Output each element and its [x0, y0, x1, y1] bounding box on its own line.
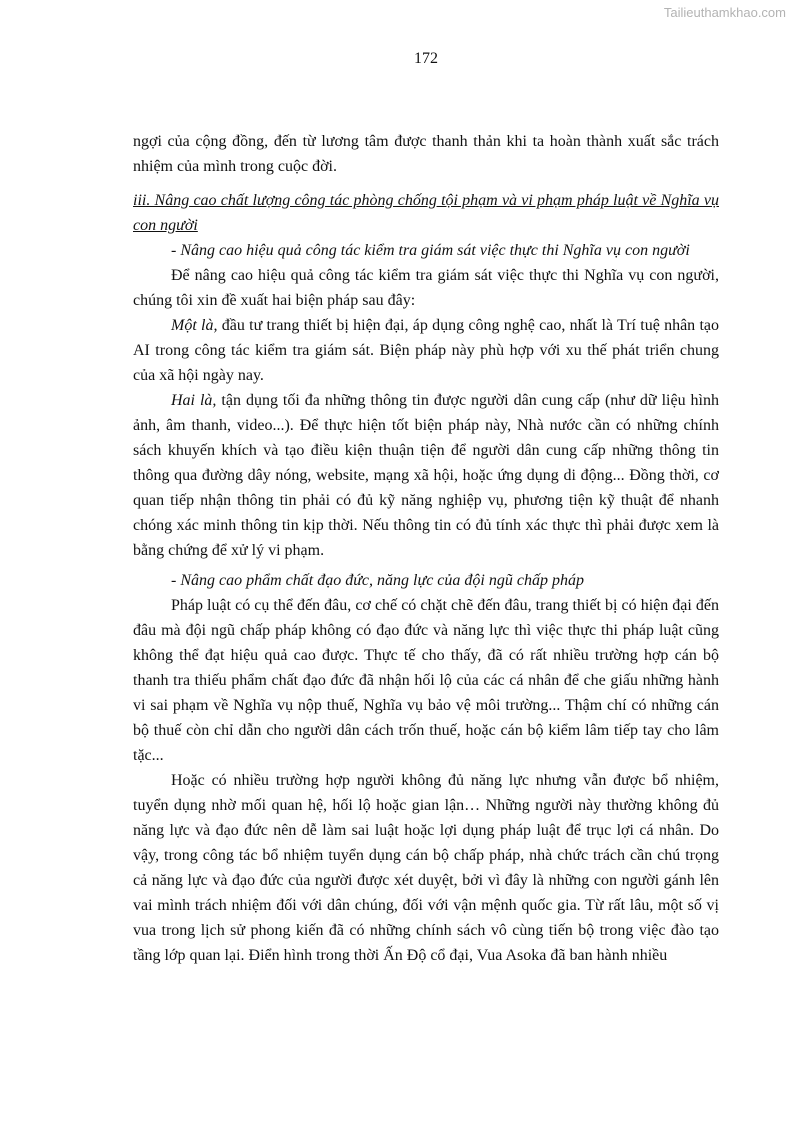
- paragraph-continuation: ngợi của cộng đồng, đến từ lương tâm được thanh thản khi ta hoàn thành xuất sắc trách nhiệm của mình trong cuộc đời.: [133, 133, 719, 175]
- measure-two-text: tận dụng tối đa những thông tin được người dân cung cấp (như dữ liệu hình ảnh, âm thanh, video...). Để thực hiện tốt biện pháp này, Nhà nước cần có những chính sách khuyến khích và tạo điều kiện thuận tiện để người dân cung cấp những thông tin thông qua đường dây nóng, website, mạng xã hội, hoặc ứng dụng di động... Đồng thời, cơ quan tiếp nhận thông tin phải có đủ kỹ năng nghiệp vụ, phương tiện kỹ thuật để nhanh chóng xác minh thông tin kịp thời. Nếu thông tin có đủ tính xác thực thì phải được xem là bằng chứng để xử lý vi phạm.: [133, 392, 720, 559]
- subheading-inspection: - Nâng cao hiệu quả công tác kiểm tra giám sát việc thực thi Nghĩa vụ con người: [171, 242, 690, 259]
- paragraph-measure-two: [133, 388, 719, 563]
- measure-two-lead: Hai là,: [171, 392, 217, 409]
- measure-one-lead: Một là,: [171, 317, 218, 334]
- document-body: [133, 129, 719, 968]
- paragraph-ethics-2: Hoặc có nhiều trường hợp người không đủ năng lực nhưng vẫn được bổ nhiệm, tuyển dụng nhờ mối quan hệ, hối lộ hoặc gian lận… Những người này thường không đủ năng lực và đạo đức nên dễ làm sai luật hoặc lợi dụng pháp luật để trục lợi cá nhân. Do vậy, trong công tác bổ nhiệm tuyển dụng cán bộ chấp pháp, nhà chức trách cần chú trọng cả năng lực và đạo đức của người được xét duyệt, bởi vì đây là những con người gánh lên vai mình trách nhiệm đối với dân chúng, đối với vận mệnh quốc gia. Từ rất lâu, một số vị vua trong lịch sử phong kiến đã có những chính sách vô cùng tiến bộ trong việc đào tạo tầng lớp quan lại. Điển hình trong thời Ấn Độ cổ đại, Vua Asoka đã ban hành nhiều: [133, 772, 719, 964]
- paragraph-measure-one: [133, 313, 719, 388]
- measure-one-text: đầu tư trang thiết bị hiện đại, áp dụng công nghệ cao, nhất là Trí tuệ nhân tạo AI trong công tác kiểm tra giám sát. Biện pháp này phù hợp với xu thế phát triển chung của xã hội ngày nay.: [133, 317, 720, 384]
- page-number: 172: [414, 50, 438, 67]
- paragraph-intro: Để nâng cao hiệu quả công tác kiểm tra giám sát việc thực thi Nghĩa vụ con người, chúng tôi xin đề xuất hai biện pháp sau đây:: [133, 267, 719, 309]
- subheading-ethics: - Nâng cao phẩm chất đạo đức, năng lực của đội ngũ chấp pháp: [171, 572, 584, 589]
- section-heading-iii: iii. Nâng cao chất lượng công tác phòng chống tội phạm và vi phạm pháp luật về Nghĩa vụ con người: [133, 192, 719, 234]
- watermark: Tailieuthamkhao.com: [663, 5, 786, 20]
- paragraph-ethics-1: Pháp luật có cụ thể đến đâu, cơ chế có chặt chẽ đến đâu, trang thiết bị có hiện đại đến đâu mà đội ngũ chấp pháp không có đạo đức và năng lực thì việc thực thi pháp luật cũng không thể đạt hiệu quả cao được. Thực tế cho thấy, đã có rất nhiều trường hợp cán bộ thanh tra thiếu phẩm chất đạo đức đã nhận hối lộ của các cá nhân để che giấu những hành vi sai phạm về Nghĩa vụ nộp thuế, Nghĩa vụ bảo vệ môi trường... Thậm chí có những cán bộ thuế còn chỉ dẫn cho người dân cách trốn thuế, hoặc cán bộ kiểm lâm tiếp tay cho lâm tặc...: [133, 597, 719, 764]
